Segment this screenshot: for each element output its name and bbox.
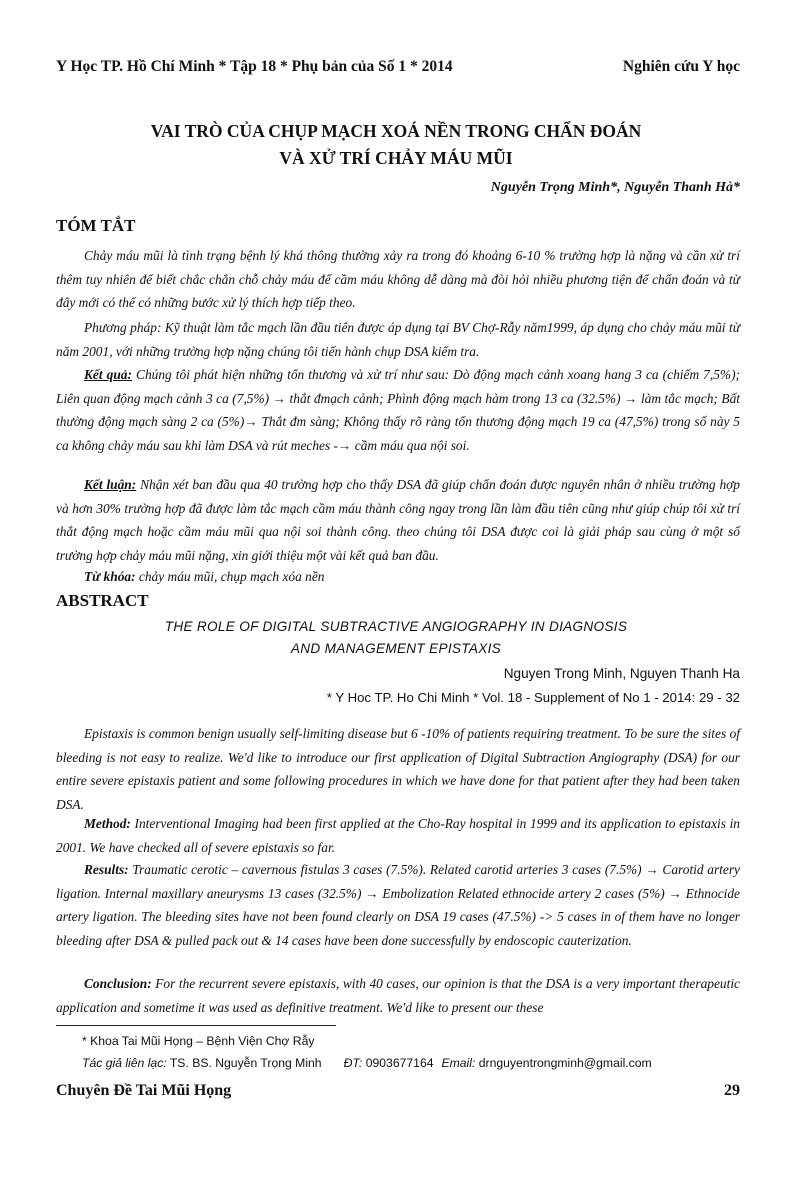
citation: * Y Hoc TP. Ho Chi Minh * Vol. 18 - Supplement of No 1 - 2014: 29 - 32: [326, 690, 740, 705]
abstract-results-label: Results:: [84, 862, 129, 877]
authors-english: Nguyen Trong Minh, Nguyen Thanh Ha: [503, 666, 740, 681]
article-title: [0, 118, 792, 172]
footnote-contact: [82, 1056, 652, 1070]
contact-name: TS. BS. Nguyễn Trọng Minh: [166, 1056, 322, 1070]
method-label: Phương pháp:: [84, 320, 162, 335]
footnote-affiliation: * Khoa Tai Mũi Họng – Bệnh Viện Chợ Rẫy: [82, 1034, 315, 1048]
footer-section-name: Chuyên Đề Tai Mũi Họng: [56, 1082, 232, 1099]
abstract-method-text: Interventional Imaging had been first applied at the Cho-Ray hospital in 1999 and its application to epistaxis in 2001. We have checked all of severe epistaxis so far.: [56, 816, 740, 855]
abstract-results: [56, 858, 740, 952]
abstract-conclusion-label: Conclusion:: [84, 976, 152, 991]
method-text: Kỹ thuật làm tắc mạch lần đầu tiên được áp dụng tại BV Chợ-Rẫy năm1999, áp dụng cho chảy máu mũi từ năm 2001, với những trường hợp nặng chúng tôi tiến hành chụp DSA kiểm tra.: [56, 320, 740, 359]
authors-vietnamese: Nguyễn Trọng Minh*, Nguyễn Thanh Hà*: [490, 180, 740, 195]
phone-label: ĐT:: [343, 1056, 363, 1070]
abstract-conclusion: [56, 972, 740, 1019]
summary-keywords: [56, 565, 740, 589]
email-address: drnguyentrongminh@gmail.com: [475, 1056, 652, 1070]
abstract-intro: Epistaxis is common benign usually self-limiting disease but 6 -10% of patients requiring treatment. To be sure the sites of bleeding is not easy to realize. We'd like to introduce our first application of Digital Subtraction Angiography (DSA) for our entire severe epistaxis patient and some following procedures in which we have done for that patient after they had been taken DSA.: [56, 726, 740, 812]
abstract-method: [56, 812, 740, 859]
english-title: [0, 616, 792, 660]
summary-conclusion: [56, 473, 740, 567]
keywords-label: Từ khóa:: [84, 569, 136, 584]
abstract-heading: ABSTRACT: [56, 591, 149, 610]
summary-intro: Chảy máu mũi là tình trạng bệnh lý khá thông thường xảy ra trong đó khoảng 6-10 % trường hợp là nặng và cần xử trí thêm tuy nhiên để biết chắc chắn chỗ chảy máu để cầm máu không dễ dàng mà đòi hỏi nhiều phương tiện để chẩn đoán và từ đây mới có thể có những bước xử lý thích hợp tiếp theo.: [56, 248, 740, 310]
conclusion-label: Kết luận:: [84, 477, 137, 492]
page-number: 29: [724, 1082, 740, 1099]
english-title-line-2: AND MANAGEMENT EPISTAXIS: [290, 641, 502, 656]
abstract-conclusion-text: For the recurrent severe epistaxis, with 40 cases, our opinion is that the DSA is a very important therapeutic application and sometime it was used as definitive treatment. We'd like to present our these: [56, 976, 740, 1015]
english-title-line-1: THE ROLE OF DIGITAL SUBTRACTIVE ANGIOGRAPHY IN DIAGNOSIS: [164, 619, 628, 634]
results-label: Kết quả:: [84, 367, 132, 382]
journal-header-right: Nghiên cứu Y học: [622, 58, 740, 75]
contact-label: Tác giả liên lạc:: [82, 1056, 167, 1070]
abstract-results-text: Traumatic cerotic – cavernous fistulas 3 cases (7.5%). Related carotid arteries 3 cases (7.5%) → Carotid artery ligation. Internal maxillary aneurysms 13 cases (32.5%) → Embolization Related ethnocide artery 2 cases (5%) → Ethnocide artery ligation. The bleeding sites have not been found clearly on DSA 19 cases (47.5%) -> 5 cases in of them have no longer bleeding after DSA & pulled pack out & 14 cases have been done successfully by endoscopic cauterization.: [56, 862, 740, 948]
running-header: [56, 58, 740, 76]
phone-number: 0903677164: [362, 1056, 434, 1070]
title-line-1: VAI TRÒ CỦA CHỤP MẠCH XOÁ NỀN TRONG CHẨN ĐOÁN: [150, 121, 642, 141]
footnote-divider: [56, 1025, 336, 1026]
journal-header-left: Y Học TP. Hồ Chí Minh * Tập 18 * Phụ bản của Số 1 * 2014: [56, 58, 453, 75]
summary-heading: TÓM TẮT: [56, 216, 136, 235]
results-text: Chúng tôi phát hiện những tổn thương và xử trí như sau: Dò động mạch cảnh xoang hang 3 ca (chiếm 7,5%); Liên quan động mạch cảnh 3 ca (7,5%) → thắt đmạch cảnh; Phình động mạch hàm trong 13 ca (32.5%) → làm tắc mạch; Bất thường động mạch sàng 2 ca (5%)→ Thắt đm sàng; Không thấy rõ ràng tổn thương động mạch 19 ca (47,5%) trong số này 5 ca không chảy máu sau khi làm DSA và rút meches -→ cầm máu qua nội soi.: [56, 367, 740, 453]
page-footer: [56, 1082, 740, 1100]
conclusion-text: Nhận xét ban đầu qua 40 trường hợp cho thấy DSA đã giúp chẩn đoán được nguyên nhân ở nhiều trường hợp và hơn 30% trường hợp đã được làm tắc mạch cầm máu thành công ngay trong lần làm đầu tiên cũng như giúp chúp tôi xử trí thắt động mạch hoặc cầm máu mũi qua nội soi thành công. theo chúng tôi DSA được coi là giải pháp sau cùng ở một số trường hợp chảy máu mũi nặng, xin giới thiệu một vài kết quả ban đầu.: [56, 477, 740, 563]
abstract-method-label: Method:: [84, 816, 131, 831]
title-line-2: VÀ XỬ TRÍ CHẢY MÁU MŨI: [279, 148, 513, 168]
keywords-text: chảy máu mũi, chụp mạch xóa nền: [135, 569, 325, 584]
summary-results: [56, 363, 740, 457]
email-label: Email:: [441, 1056, 476, 1070]
summary-method: [56, 316, 740, 363]
